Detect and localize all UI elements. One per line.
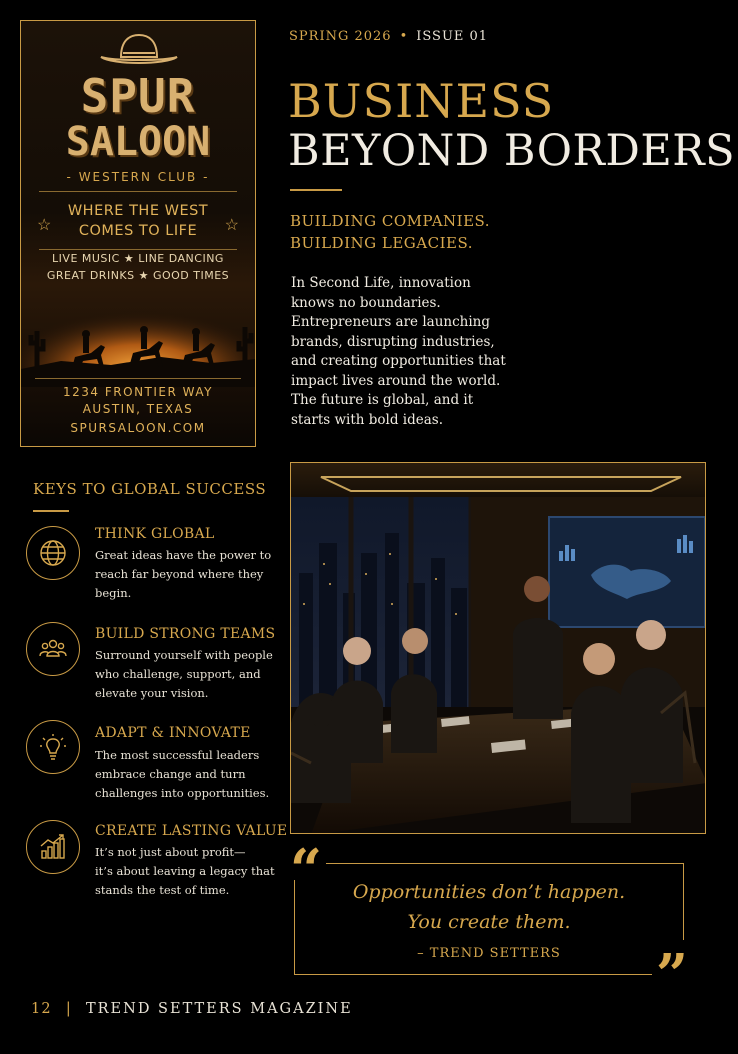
ad-name-line1: SPUR: [80, 69, 196, 123]
ad-club: - WESTERN CLUB -: [66, 170, 210, 184]
headline-line1: BUSINESS: [288, 74, 555, 128]
subheadline-line1: BUILDING COMPANIES.: [290, 212, 491, 230]
key-body-line: who challenge, support, and: [95, 667, 261, 681]
intro-line: Entrepreneurs are launching: [291, 314, 490, 330]
ad-website[interactable]: SPURSALOON.COM: [70, 421, 206, 435]
spur-saloon-ad: [20, 20, 256, 447]
key-body-line: stands the test of time.: [95, 883, 230, 897]
cowboy-hat-icon: [99, 31, 179, 67]
keys-divider: [33, 510, 69, 512]
subheadline-line2: BUILDING LEGACIES.: [290, 234, 473, 252]
issue-season: SPRING 2026: [289, 29, 392, 44]
ad-features-line1: LIVE MUSIC ★ LINE DANCING: [52, 252, 224, 265]
boardroom-illustration: [291, 463, 706, 834]
key-body-line: elevate your vision.: [95, 686, 209, 700]
ad-features-line2: GREAT DRINKS ★ GOOD TIMES: [46, 269, 230, 282]
page-number: 12: [31, 1001, 52, 1017]
quote-line1: Opportunities don’t happen.: [352, 881, 626, 903]
key-body-line: begin.: [95, 586, 132, 600]
intro-line: The future is global, and it: [291, 392, 474, 408]
ad-address-line1: 1234 FRONTIER WAY: [63, 385, 213, 399]
intro-line: brands, disrupting industries,: [291, 333, 495, 350]
footer-separator: |: [65, 1001, 72, 1017]
boardroom-photo: [290, 462, 706, 834]
key-body-adapt-innovate: [95, 746, 275, 803]
lightbulb-icon: [26, 720, 80, 774]
key-body-line: Great ideas have the power to: [95, 548, 272, 562]
intro-paragraph: [291, 274, 506, 430]
close-quote-icon: ”: [652, 940, 692, 980]
issue-separator: •: [399, 29, 409, 44]
ad-divider: [35, 378, 241, 379]
key-body-create-lasting-value: [95, 843, 275, 900]
key-title-build-strong-teams: BUILD STRONG TEAMS: [95, 626, 276, 642]
key-body-line: The most successful leaders: [95, 748, 260, 762]
ad-divider: [39, 249, 237, 250]
quote-line2: You create them.: [407, 911, 571, 933]
headline-divider: [290, 189, 342, 191]
key-title-adapt-innovate: ADAPT & INNOVATE: [95, 725, 251, 741]
intro-line: knows no boundaries.: [291, 294, 441, 311]
ad-name-line2: SALOON: [65, 119, 211, 165]
quote-attribution: – TREND SETTERS: [417, 946, 561, 961]
key-body-line: reach far beyond where they: [95, 567, 264, 581]
growth-chart-icon: [26, 820, 80, 874]
globe-icon: [26, 526, 80, 580]
key-body-line: embrace change and turn: [95, 767, 246, 781]
key-title-think-global: THINK GLOBAL: [95, 526, 215, 542]
magazine-name: TREND SETTERS MAGAZINE: [85, 1001, 353, 1017]
ad-tagline: [21, 201, 255, 241]
team-icon: [26, 622, 80, 676]
intro-line: In Second Life, innovation: [291, 275, 471, 291]
key-body-line: challenges into opportunities.: [95, 786, 270, 800]
issue-number: ISSUE 01: [416, 29, 489, 44]
intro-line: and creating opportunities that: [291, 353, 506, 369]
key-body-line: Surround yourself with people: [95, 648, 273, 662]
intro-line: impact lives around the world.: [291, 372, 501, 389]
key-body-think-global: [95, 546, 275, 603]
intro-line: starts with bold ideas.: [291, 411, 444, 428]
headline-line2: BEYOND BORDERS: [288, 126, 736, 176]
star-icon: ☆: [224, 215, 239, 234]
page-footer: [31, 1001, 353, 1017]
key-body-line: it’s about leaving a legacy that: [95, 864, 275, 878]
issue-line: [289, 29, 488, 44]
key-body-line: It’s not just about profit—: [95, 845, 246, 859]
sunset-riders-illustration: [21, 291, 256, 387]
open-quote-icon: “: [286, 842, 326, 880]
ad-divider: [39, 191, 237, 192]
key-body-build-strong-teams: [95, 646, 275, 703]
star-icon: ☆: [37, 215, 52, 234]
ad-tagline-line1: WHERE THE WEST: [67, 203, 209, 219]
key-title-create-lasting-value: CREATE LASTING VALUE: [95, 823, 288, 839]
keys-title: KEYS TO GLOBAL SUCCESS: [33, 480, 267, 498]
ad-address-line2: AUSTIN, TEXAS: [82, 402, 194, 416]
ad-tagline-line2: COMES TO LIFE: [78, 223, 198, 239]
